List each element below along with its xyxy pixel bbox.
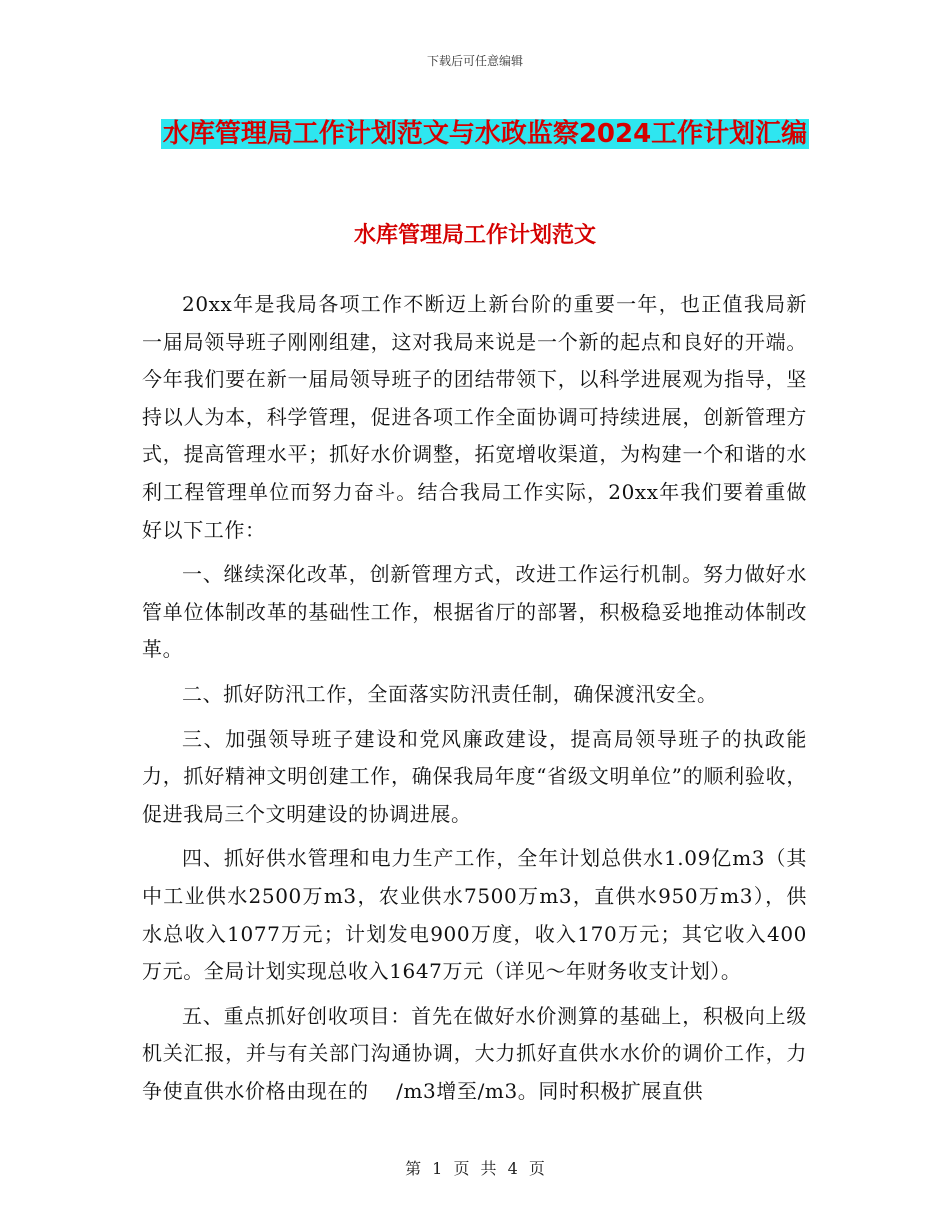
document-title — [140, 110, 830, 158]
paragraph-item-1: 一、继续深化改革，创新管理方式，改进工作运行机制。努力做好水管单位体制改革的基础性工作，根据省厅的部署，积极稳妥地推动体制改革。 — [142, 562, 807, 662]
paragraph-item-4: 四、抓好供水管理和电力生产工作，全年计划总供水1.09亿m3（其中工业供水2500万m3，农业供水7500万m3，直供水950万m3），供水总收入1077万元；计划发电900万度，收入170万元；其它收入400万元。全局计划实现总收入1647万元（详见～年财务收支计划）。 — [142, 846, 807, 984]
title-highlight: 水库管理局工作计划范文与水政监察2024工作计划汇编 — [162, 119, 808, 149]
header-note: 下载后可任意编辑 — [426, 54, 523, 68]
paragraph-item-3: 三、加强领导班子建设和党风廉政建设，提高局领导班子的执政能力，抓好精神文明创建工作，确保我局年度“省级文明单位”的顺利验收，促进我局三个文明建设的协调进展。 — [142, 726, 807, 826]
paragraph-intro: 20xx年是我局各项工作不断迈上新台阶的重要一年，也正值我局新一届局领导班子刚刚组建，这对我局来说是一个新的起点和良好的开端。今年我们要在新一届局领导班子的团结带领下，以科学进展观为指导，坚持以人为本，科学管理，促进各项工作全面协调可持续进展，创新管理方式，提高管理水平；抓好水价调整，拓宽增收渠道，为构建一个和谐的水利工程管理单位而努力奋斗。结合我局工作实际，20xx年我们要着重做好以下工作： — [142, 292, 807, 542]
paragraph-item-5: 五、重点抓好创收项目：首先在做好水价测算的基础上，积极向上级机关汇报，并与有关部门沟通协调，大力抓好直供水水价的调价工作，力争使直供水价格由现在的 /m3增至/m3。同时积极扩展直供 — [142, 1003, 807, 1103]
section-title: 水库管理局工作计划范文 — [353, 223, 596, 248]
page-number: 第 1 页 共 4 页 — [405, 1159, 545, 1178]
document-body — [142, 286, 807, 1117]
paragraph-item-2: 二、抓好防汛工作，全面落实防汛责任制，确保渡汛安全。 — [182, 681, 718, 706]
